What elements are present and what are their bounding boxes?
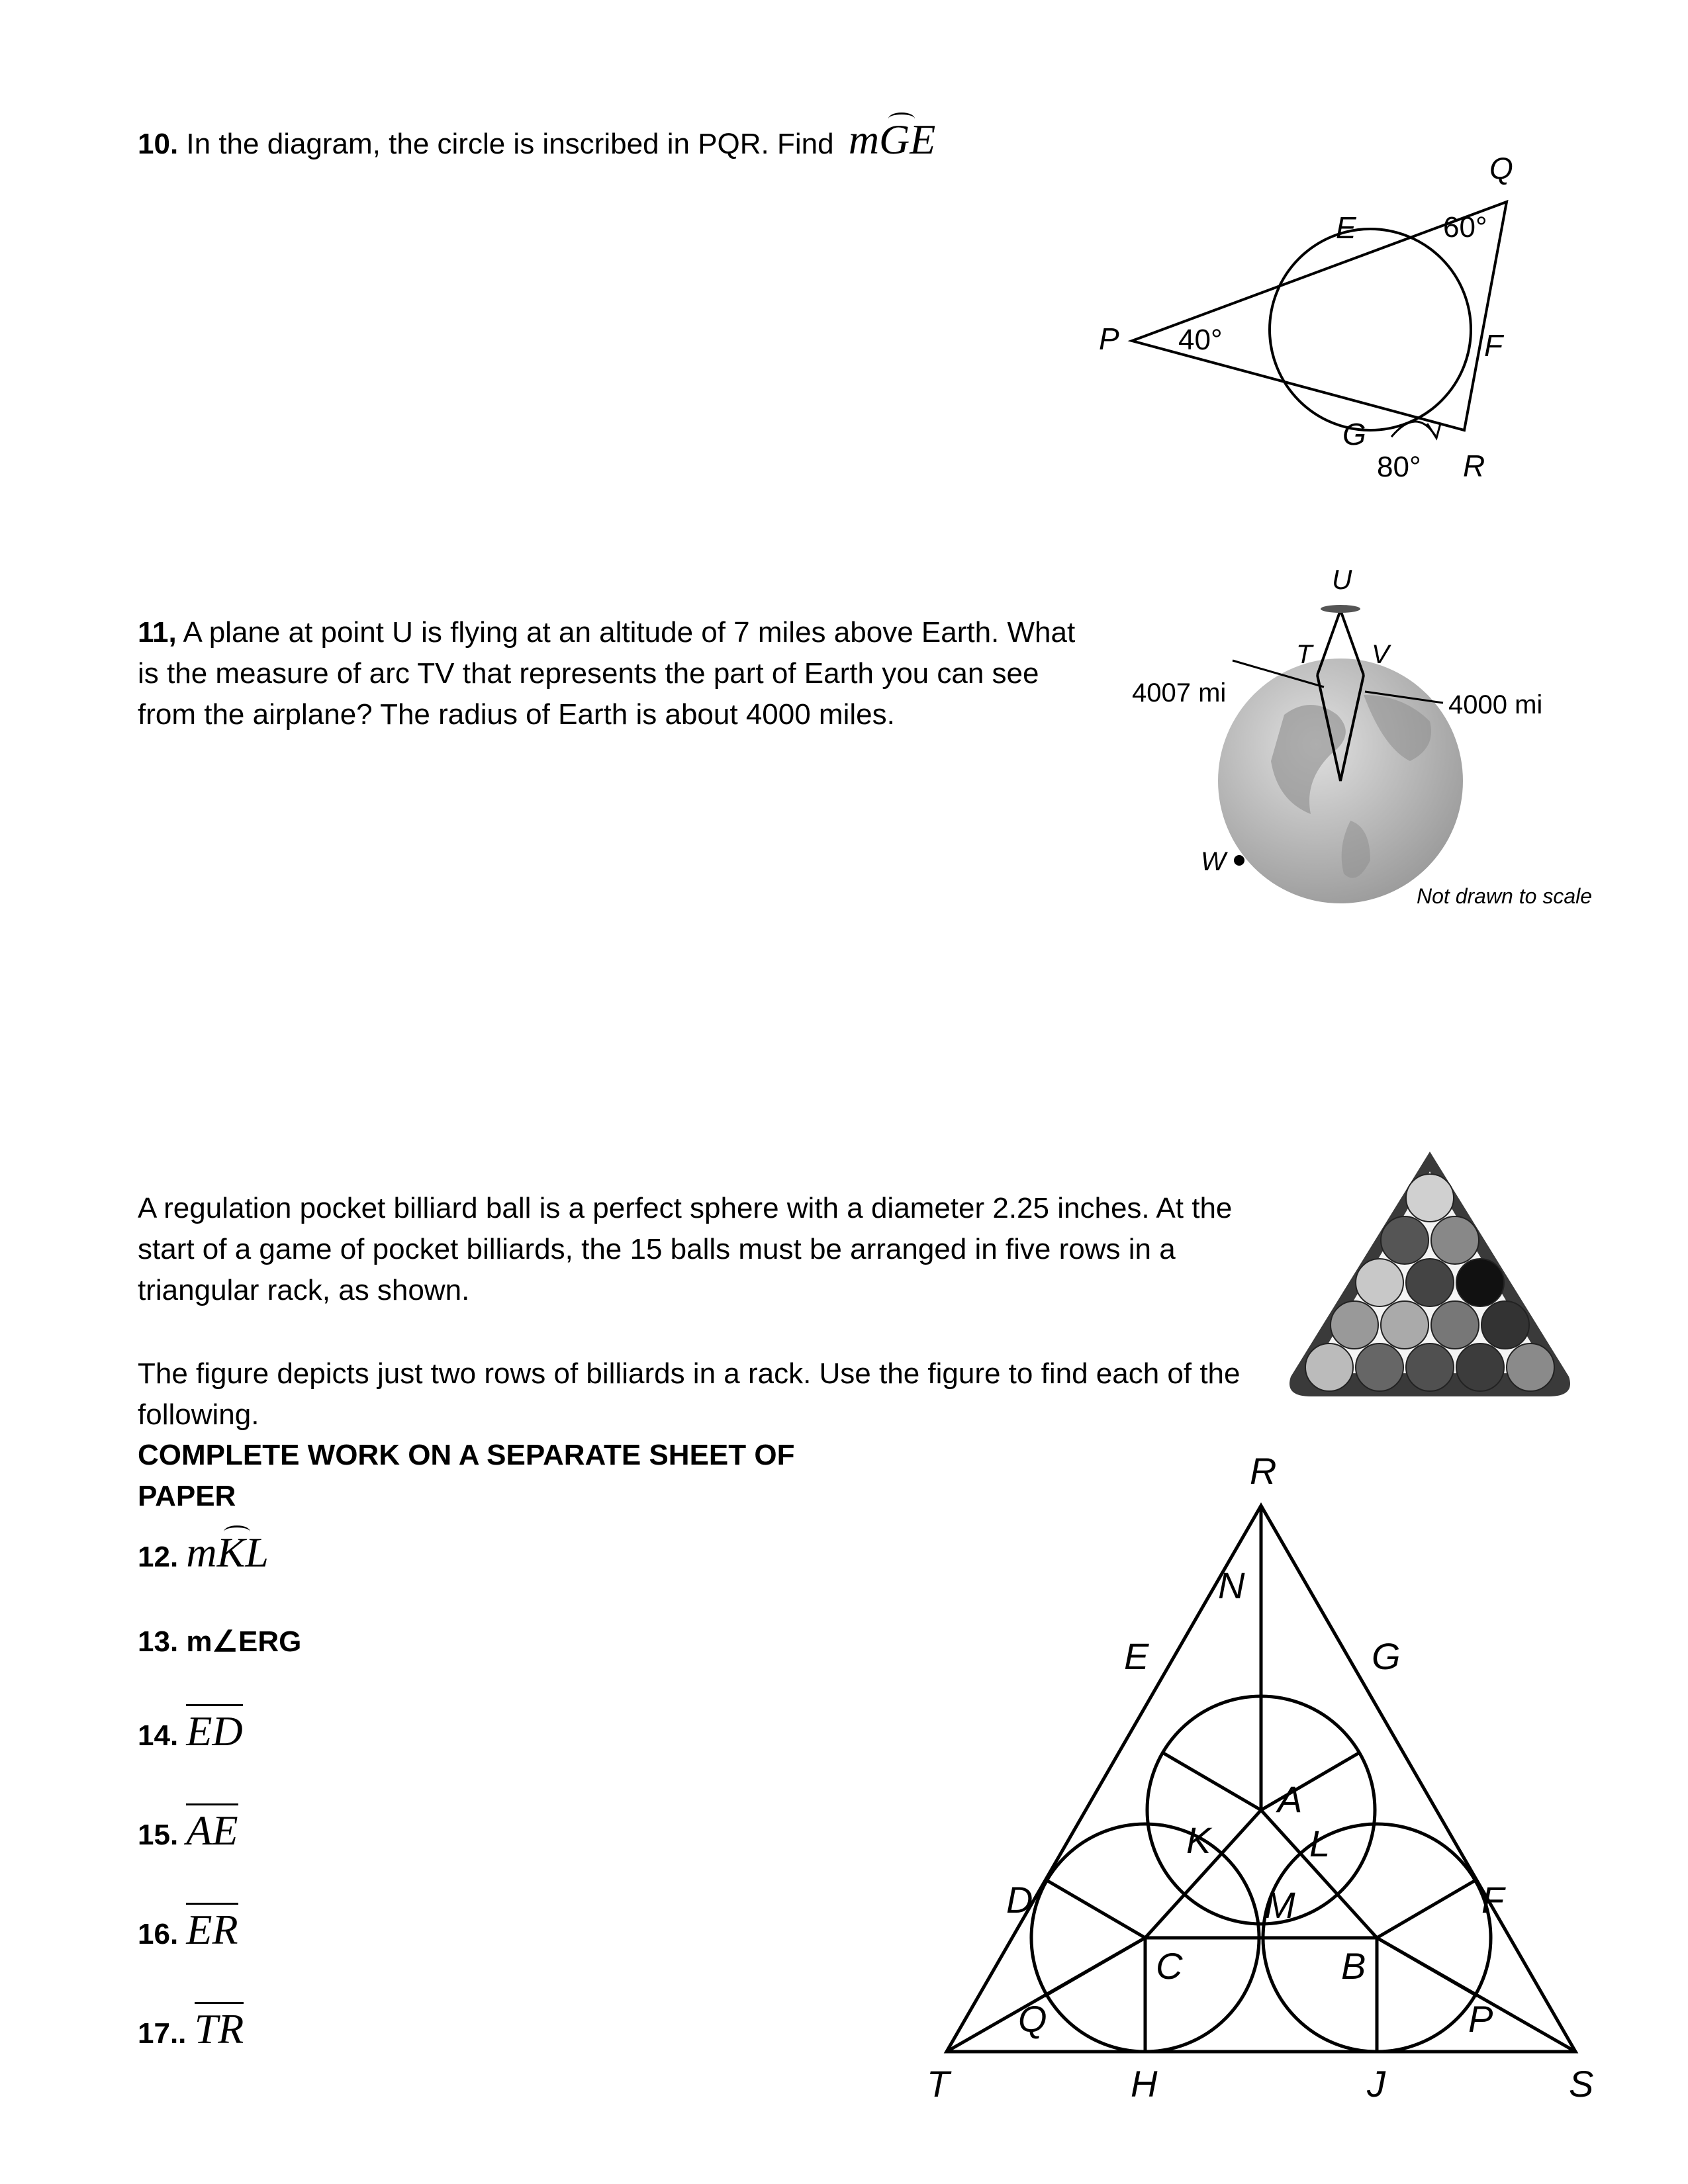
- angle-arc-r: [1391, 422, 1435, 437]
- intro-line-1: A regulation pocket billiard ball is a perfect sphere with a diameter 2.25 inches. At the: [138, 1192, 1233, 1224]
- billiard-ball: [1381, 1216, 1429, 1264]
- billiard-balls: [1305, 1174, 1554, 1391]
- billiard-rack-picture: [1284, 1145, 1575, 1403]
- segment-ae: [1162, 1752, 1261, 1810]
- billiard-ball: [1431, 1216, 1479, 1264]
- q16-number: 16.: [138, 1918, 179, 1950]
- billiard-ball: [1356, 1259, 1403, 1306]
- label-c: C: [1156, 1945, 1183, 1987]
- label-l: L: [1309, 1823, 1331, 1864]
- label-a: A: [1278, 1778, 1303, 1820]
- segment-cd: [1047, 1880, 1145, 1938]
- label-f: F: [1481, 1879, 1505, 1921]
- label-t: T: [1296, 640, 1313, 669]
- scale-note: Not drawn to scale: [1417, 884, 1593, 908]
- label-q: Q: [1018, 1998, 1047, 2040]
- label-p: P: [1468, 1998, 1493, 2040]
- label-t: T: [927, 2063, 950, 2105]
- label-h: H: [1131, 2063, 1158, 2105]
- label-u: U: [1332, 564, 1352, 595]
- q13: [138, 1621, 301, 1662]
- billiard-ball: [1356, 1343, 1403, 1391]
- segment-bp: [1377, 1938, 1477, 1996]
- airplane-icon: [1321, 605, 1360, 613]
- rack-geometry-diagram: [914, 1449, 1615, 2111]
- q11-line-3: from the airplane? The radius of Earth is about 4000 miles.: [138, 698, 895, 731]
- segment-ag: [1261, 1752, 1360, 1810]
- billiards-intro: [138, 1188, 1303, 1311]
- q10-prompt: [138, 116, 936, 165]
- billiard-ball: [1507, 1343, 1554, 1391]
- q15-expr: AE: [186, 1803, 238, 1854]
- instruction: [138, 1435, 794, 1517]
- billiard-ball: [1305, 1343, 1353, 1391]
- label-k: K: [1186, 1819, 1211, 1861]
- label-q: Q: [1489, 151, 1513, 185]
- q15: [138, 1807, 238, 1856]
- billiard-ball: [1406, 1174, 1454, 1222]
- q14-expr: ED: [186, 1704, 242, 1754]
- q12-number: 12.: [138, 1541, 179, 1573]
- left-distance: 4007 mi: [1132, 678, 1227, 707]
- q14-number: 14.: [138, 1719, 179, 1752]
- angle-r: 80°: [1377, 451, 1421, 483]
- billiard-ball: [1456, 1343, 1504, 1391]
- intro-line-3: triangular rack, as shown.: [138, 1274, 470, 1306]
- billiard-ball: [1481, 1301, 1529, 1349]
- label-g: G: [1372, 1635, 1401, 1677]
- intro-line-2: start of a game of pocket billiards, the 15 balls must be arranged in five rows in a: [138, 1233, 1176, 1265]
- label-n: N: [1218, 1565, 1245, 1606]
- billiard-ball: [1406, 1343, 1454, 1391]
- right-distance: 4000 mi: [1448, 690, 1543, 719]
- label-r: R: [1250, 1450, 1277, 1492]
- q11-prompt: [138, 612, 1131, 735]
- billiard-ball: [1406, 1259, 1454, 1306]
- q17: [138, 2005, 244, 2054]
- label-g: G: [1342, 417, 1366, 451]
- label-w: W: [1201, 847, 1226, 876]
- angle-q: 60°: [1443, 211, 1487, 244]
- q11-line-2: is the measure of arc TV that represents the part of Earth you can see: [138, 657, 1039, 690]
- q15-number: 15.: [138, 1819, 179, 1851]
- label-e: E: [1336, 210, 1356, 245]
- segment-bf: [1377, 1880, 1476, 1938]
- q16-expr: ER: [186, 1903, 238, 1953]
- label-b: B: [1341, 1945, 1366, 1987]
- billiard-ball: [1431, 1301, 1479, 1349]
- instruction-line-2: PAPER: [138, 1480, 236, 1512]
- q14: [138, 1707, 243, 1756]
- q17-expr: TR: [195, 2002, 244, 2052]
- label-d: D: [1006, 1879, 1033, 1921]
- billiard-ball: [1331, 1301, 1378, 1349]
- q11-number: 11,: [138, 616, 177, 649]
- point-w: [1234, 855, 1244, 866]
- label-j: J: [1367, 2063, 1385, 2105]
- q17-number: 17..: [138, 2017, 187, 2050]
- billiards-figure-text: [138, 1353, 1303, 1435]
- arrowhead-icon: [1427, 424, 1440, 438]
- billiard-ball: [1381, 1301, 1429, 1349]
- q16: [138, 1906, 238, 1955]
- q11-line-1: A plane at point U is flying at an altitude of 7 miles above Earth. What: [183, 616, 1076, 649]
- inscribed-circle: [1270, 229, 1471, 430]
- segment-cq: [1045, 1938, 1145, 1996]
- q10-triangle-diagram: [1086, 139, 1615, 496]
- figure-line-2: following.: [138, 1398, 259, 1431]
- label-v: V: [1372, 640, 1389, 669]
- q10-find-arc: mGE: [849, 119, 936, 160]
- angle-p: 40°: [1178, 324, 1223, 356]
- label-p: P: [1099, 322, 1119, 356]
- billiard-ball: [1456, 1259, 1504, 1306]
- q12-expr: mKL: [186, 1532, 269, 1573]
- label-r: R: [1463, 449, 1485, 483]
- q13-expr: m∠ERG: [186, 1625, 302, 1658]
- figure-line-1: The figure depicts just two rows of billiards in a rack. Use the figure to find each of the: [138, 1357, 1241, 1390]
- q12: [138, 1529, 269, 1578]
- q11-earth-diagram: [1125, 564, 1628, 920]
- label-m: M: [1264, 1884, 1295, 1926]
- label-e: E: [1124, 1635, 1149, 1677]
- label-s: S: [1569, 2063, 1594, 2105]
- q13-number: 13.: [138, 1625, 179, 1658]
- instruction-line-1: COMPLETE WORK ON A SEPARATE SHEET OF: [138, 1439, 795, 1471]
- q10-number: 10.: [138, 128, 179, 160]
- q10-text: In the diagram, the circle is inscribed in PQR. Find: [186, 128, 834, 160]
- label-f: F: [1484, 328, 1503, 363]
